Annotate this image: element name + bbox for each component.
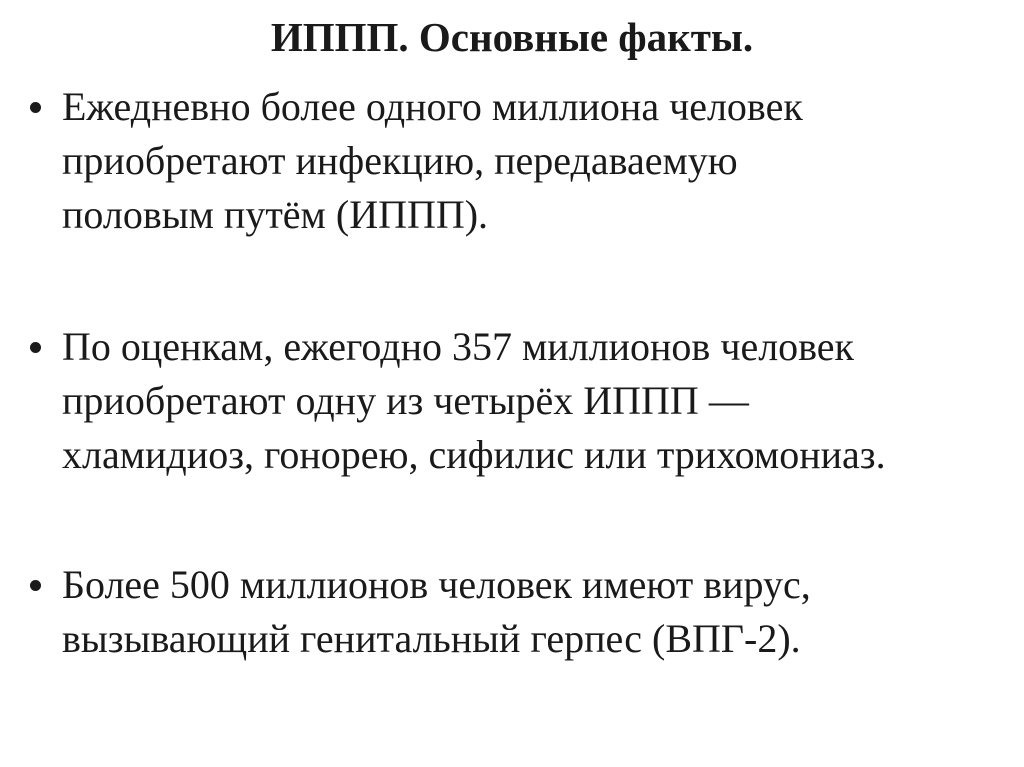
bullet-line: приобретают одну из четырёх ИППП — bbox=[62, 378, 749, 423]
bullet-dot-icon bbox=[30, 580, 41, 591]
bullet-line: приобретают инфекцию, передаваемую bbox=[62, 138, 738, 183]
bullet-text bbox=[62, 80, 1022, 242]
bullet-dot-icon bbox=[30, 342, 41, 353]
bullet-text bbox=[62, 558, 1022, 666]
bullet-text bbox=[62, 320, 1022, 482]
bullet-line: половым путём (ИППП). bbox=[62, 192, 489, 237]
bullet-line: вызывающий генитальный герпес (ВПГ-2). bbox=[62, 616, 801, 661]
slide-title: ИППП. Основные факты. bbox=[270, 14, 754, 60]
bullet-line: Ежедневно более одного миллиона человек bbox=[62, 84, 803, 129]
bullet-line: Более 500 миллионов человек имеют вирус, bbox=[62, 562, 811, 607]
bullet-dot-icon bbox=[30, 102, 41, 113]
bullet-line: хламидиоз, гонорею, сифилис или трихомониаз. bbox=[62, 432, 886, 477]
bullet-line: По оценкам, ежегодно 357 миллионов человек bbox=[62, 324, 854, 369]
